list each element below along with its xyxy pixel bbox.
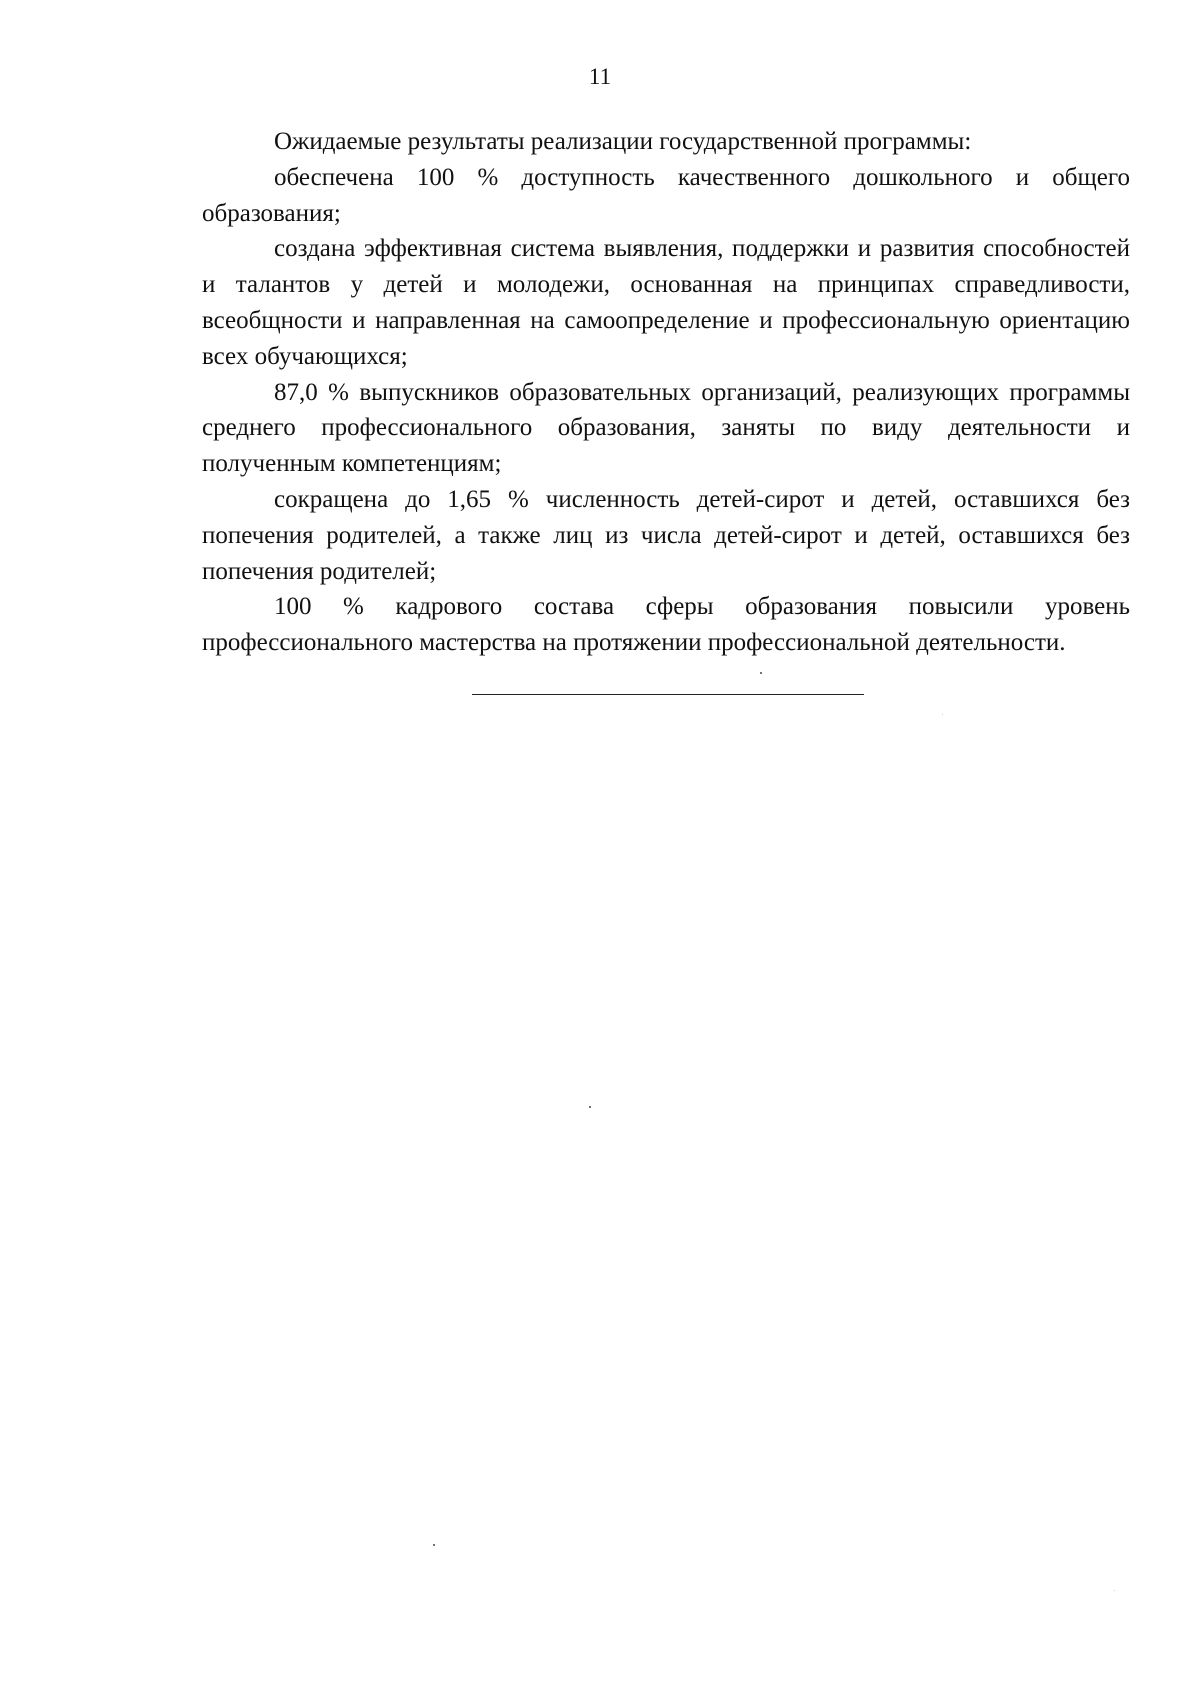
document-body	[202, 124, 1130, 661]
scan-speck	[433, 1544, 435, 1546]
paragraph-result-talents: создана эффективная система выявления, поддержки и развития способностей и талантов у детей и молодежи, основанная на принципах справедливости, всеобщности и направленная на самоопределение и профессиональную ориентацию всех обучающихся;	[202, 235, 1130, 370]
scan-speck	[942, 714, 943, 715]
scan-speck	[1114, 1590, 1115, 1591]
paragraph-result-staff: 100 % кадрового состава сферы образования повысили уровень профессионального мастерства на протяжении профессиональной деятельности.	[202, 593, 1130, 657]
paragraph-result-graduates: 87,0 % выпускников образовательных организаций, реализующих программы среднего профессионального образования, заняты по виду деятельности и полученным компетенциям;	[202, 378, 1130, 478]
scan-speck	[589, 1106, 591, 1108]
closing-divider-line	[472, 694, 864, 695]
paragraph-intro: Ожидаемые результаты реализации государственной программы:	[274, 128, 972, 155]
paragraph-result-preschool: обеспечена 100 % доступность качественного дошкольного и общего образования;	[202, 163, 1130, 227]
paragraph-result-orphans: сокращена до 1,65 % численность детей-сирот и детей, оставшихся без попечения родителей, а также лиц из числа детей-сирот и детей, оставшихся без попечения родителей;	[202, 485, 1130, 585]
scan-speck	[760, 672, 762, 674]
page-number: 11	[588, 64, 612, 89]
